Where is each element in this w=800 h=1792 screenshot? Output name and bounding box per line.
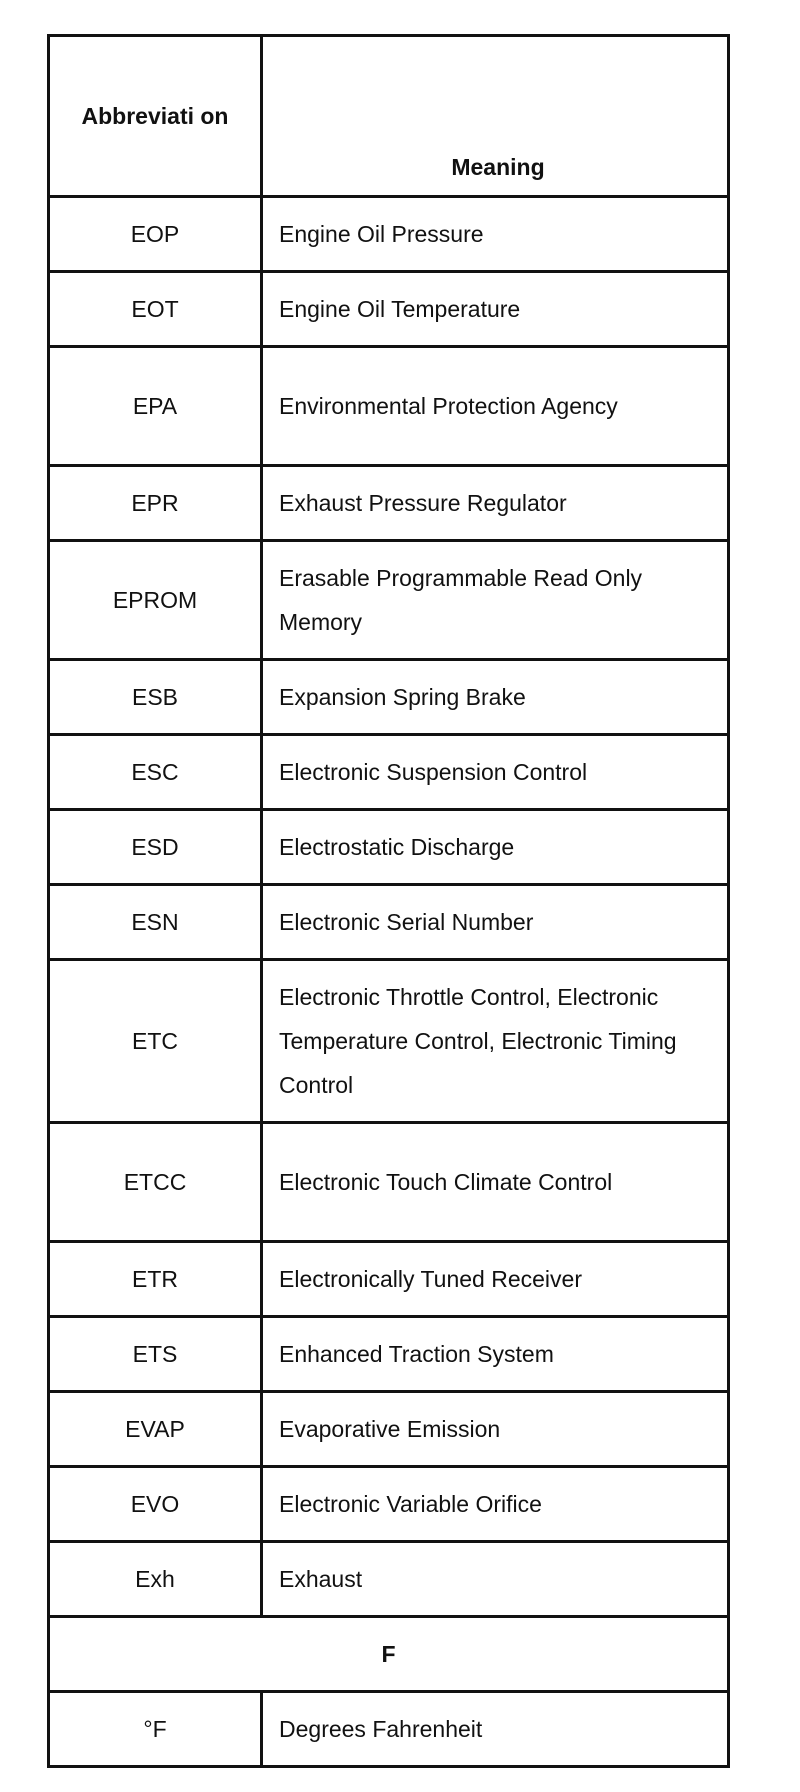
abbreviation-cell: EOT: [49, 272, 262, 347]
meaning-cell: Environmental Protection Agency: [262, 347, 729, 466]
abbreviation-cell: Exh: [49, 1542, 262, 1617]
meaning-cell: Electronic Variable Orifice: [262, 1467, 729, 1542]
table-row: [49, 1542, 729, 1617]
abbreviation-cell: EVO: [49, 1467, 262, 1542]
table-row: [49, 1317, 729, 1392]
header-abbreviation-cell: [49, 36, 262, 197]
meaning-cell: Electronic Throttle Control, Electronic Temperature Control, Electronic Timing Control: [262, 960, 729, 1123]
abbreviation-cell: EPR: [49, 466, 262, 541]
table-row: [49, 1242, 729, 1317]
abbreviation-cell: EVAP: [49, 1392, 262, 1467]
table-row: [49, 1392, 729, 1467]
abbreviation-cell: EPA: [49, 347, 262, 466]
meaning-cell: Evaporative Emission: [262, 1392, 729, 1467]
header-abbreviation-label: Abbreviati on: [81, 103, 229, 129]
abbreviation-cell: ESN: [49, 885, 262, 960]
meaning-cell: Exhaust Pressure Regulator: [262, 466, 729, 541]
meaning-cell: Electronic Touch Climate Control: [262, 1123, 729, 1242]
table-row: [49, 272, 729, 347]
meaning-cell: Degrees Fahrenheit: [262, 1692, 729, 1767]
table-row: [49, 1692, 729, 1767]
abbreviation-cell: ETCC: [49, 1123, 262, 1242]
meaning-cell: Engine Oil Temperature: [262, 272, 729, 347]
table-row: [49, 1123, 729, 1242]
abbreviation-cell: °F: [49, 1692, 262, 1767]
section-heading: F: [49, 1617, 729, 1692]
table-row: [49, 466, 729, 541]
table-row: [49, 885, 729, 960]
section-header-row: [49, 1617, 729, 1692]
abbreviation-cell: ESC: [49, 735, 262, 810]
meaning-cell: Electronic Serial Number: [262, 885, 729, 960]
table-row: [49, 660, 729, 735]
abbreviation-cell: EOP: [49, 197, 262, 272]
meaning-cell: Enhanced Traction System: [262, 1317, 729, 1392]
meaning-cell: Electronically Tuned Receiver: [262, 1242, 729, 1317]
abbreviation-cell: ETS: [49, 1317, 262, 1392]
header-meaning-label: Meaning: [262, 36, 729, 197]
abbreviation-table: [47, 34, 730, 1768]
abbreviation-cell: ETR: [49, 1242, 262, 1317]
table-row: [49, 735, 729, 810]
table-row: [49, 347, 729, 466]
table-row: [49, 810, 729, 885]
meaning-cell: Electrostatic Discharge: [262, 810, 729, 885]
meaning-cell: Engine Oil Pressure: [262, 197, 729, 272]
meaning-cell: Erasable Programmable Read Only Memory: [262, 541, 729, 660]
table-row: [49, 1467, 729, 1542]
table-header-row: [49, 36, 729, 197]
meaning-cell: Exhaust: [262, 1542, 729, 1617]
abbreviation-cell: ESD: [49, 810, 262, 885]
meaning-cell: Expansion Spring Brake: [262, 660, 729, 735]
meaning-cell: Electronic Suspension Control: [262, 735, 729, 810]
table-row: [49, 197, 729, 272]
abbreviation-cell: ETC: [49, 960, 262, 1123]
table-row: [49, 960, 729, 1123]
table-row: [49, 541, 729, 660]
abbreviation-cell: EPROM: [49, 541, 262, 660]
abbreviation-cell: ESB: [49, 660, 262, 735]
